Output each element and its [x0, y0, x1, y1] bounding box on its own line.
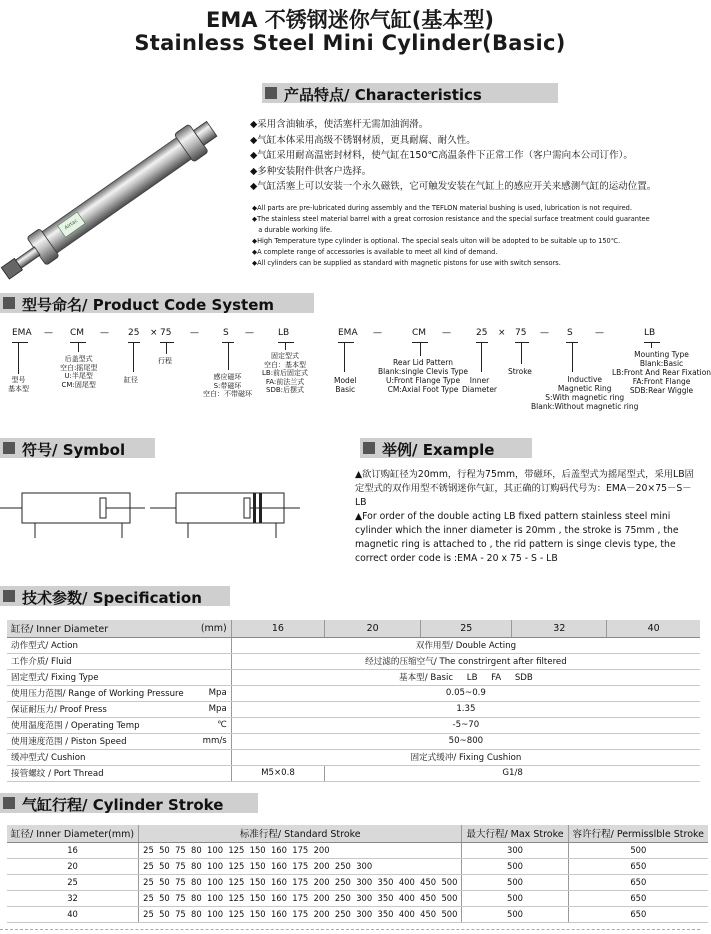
spec-unit [197, 653, 231, 669]
stroke-standard: 25 50 75 80 100 125 150 160 175 200 [139, 842, 462, 858]
code-lb: LB [644, 328, 656, 338]
table-row [7, 890, 708, 906]
characteristic-zh-item: ◆采用含油轴承，使活塞杆无需加油润滑。 [250, 119, 429, 130]
stroke-bore: 20 [7, 858, 139, 874]
code-x: × [498, 328, 506, 338]
code-rear-label-zh: 后盖型式 空白:摇尾型 U:半尾型 CM:固尾型 [60, 355, 98, 389]
spec-label: 缓冲型式/ Cushion [7, 749, 197, 765]
stroke-bore: 32 [7, 890, 139, 906]
spec-value: 1.35 [231, 701, 700, 717]
code-dash: — [245, 328, 254, 338]
code-magnet-label-zh: 感应磁环 S:带磁环 空白：不带磁环 [203, 373, 252, 398]
code-dash: — [595, 328, 604, 338]
stroke-header-cell: 标准行程/ Standard Stroke [139, 825, 462, 842]
spec-unit: Mpa [197, 685, 231, 701]
stroke-max: 500 [462, 906, 568, 922]
example-chinese: ▲欲订购缸径为20mm，行程为75mm，带磁环，后盖型式为摇尾型式，采用LB固定型式的双作用型不锈钢迷你气缸，其正确的订购码代号为：EMA－20×75－S－LB [355, 469, 694, 508]
section-square-icon [265, 87, 277, 99]
stroke-permissible: 650 [568, 890, 708, 906]
code-lb: LB [278, 328, 290, 338]
code-dash: — [373, 328, 382, 338]
stroke-header-cell: 最大行程/ Max Stroke [462, 825, 568, 842]
section-title: 产品特点/ Characteristics [284, 86, 482, 104]
code-dash: — [442, 328, 451, 338]
section-square-icon [3, 797, 15, 809]
code-x: × [150, 328, 158, 338]
code-stroke-label-en: Stroke [508, 367, 532, 376]
stroke-permissible: 650 [568, 906, 708, 922]
stroke-standard: 25 50 75 80 100 125 150 160 175 200 250 300 350 400 450 500 [139, 906, 462, 922]
product-logo: Airtac [63, 217, 80, 232]
spec-header-cell: (mm) [197, 620, 231, 637]
code-rear-label-en: Rear Lid Pattern Blank:single Clevis Type U:Front Flange Type CM:Axial Foot Type [378, 358, 469, 394]
spec-header-row [7, 620, 700, 637]
code-mount-label-en: Mounting Type Blank:Basic LB:Front And Rear Fixation FA:Front Flange SDB:Rear Wiggle [612, 350, 711, 395]
characteristic-en-item: ◆A complete range of accessories is available to meet all kind of demand. [252, 248, 498, 256]
stroke-header-row [7, 825, 708, 842]
spec-label: 动作型式/ Action [7, 637, 197, 653]
spec-label: 使用压力范围/ Range of Working Pressure [7, 685, 197, 701]
example-english: ▲For order of the double acting LB fixed pattern stainless steel mini cylinder which the inner diameter is 20mm , the stroke is 75mm , the magnetic ring is attached to , the rid pattern is singe clevis type, the correct order code is :EMA - 20 x 75 - S - LB [355, 511, 679, 564]
characteristics-chinese-list [250, 117, 700, 195]
code-dash: — [540, 328, 549, 338]
characteristic-zh-item: ◆气缸活塞上可以安装一个永久磁铁，它可触发安装在气缸上的感应开关来感测气缸的运动位置。 [250, 181, 657, 192]
table-row [7, 858, 708, 874]
code-stroke: 75 [160, 328, 172, 338]
code-dash: — [44, 328, 53, 338]
table-row [7, 842, 708, 858]
table-row [7, 717, 700, 733]
spec-value: M5×0.8 [231, 765, 324, 781]
code-model-label-zh: 型号 基本型 [8, 376, 29, 393]
table-row [7, 765, 700, 781]
code-bore: 25 [128, 328, 140, 338]
spec-value: 双作用型/ Double Acting [231, 637, 700, 653]
spec-label: 接管螺纹 / Port Thread [7, 765, 197, 781]
spec-label: 使用速度范围 / Piston Speed [7, 733, 197, 749]
table-row [7, 733, 700, 749]
spec-unit: mm/s [197, 733, 231, 749]
spec-header-cell: 32 [512, 620, 607, 637]
spec-unit: ℃ [197, 717, 231, 733]
code-dash: — [100, 328, 109, 338]
stroke-max: 500 [462, 874, 568, 890]
stroke-permissible: 500 [568, 842, 708, 858]
table-row [7, 874, 708, 890]
characteristic-en-item: ◆All cylinders can be supplied as standard with magnetic pistons for use with switch sensors. [252, 259, 561, 267]
title-english: Stainless Steel Mini Cylinder(Basic) [134, 31, 566, 55]
stroke-header-cell: 缸径/ Inner Diameter(mm) [7, 825, 139, 842]
title-chinese: EMA 不锈钢迷你气缸(基本型) [205, 8, 494, 32]
code-bore: 25 [476, 328, 488, 338]
specification-table [7, 620, 700, 782]
table-row [7, 653, 700, 669]
code-ema: EMA [12, 328, 32, 338]
spec-header-cell: 40 [607, 620, 700, 637]
section-title: 符号/ Symbol [22, 441, 126, 459]
spec-unit [197, 637, 231, 653]
code-bore-label-en: Inner Diameter [462, 376, 498, 394]
code-magnet-label-en: Inductive Magnetic Ring S:With magnetic ring Blank:Without magnetic ring [531, 375, 639, 411]
characteristic-en-item: a durable working life. [252, 226, 333, 234]
characteristic-en-item: ◆The stainless steel material barrel with a great corrosion resistance and the special surface treatment could guarantee [252, 215, 650, 223]
cylinder-product-image [0, 108, 240, 278]
section-characteristics [262, 83, 558, 103]
spec-value: 0.05~0.9 [231, 685, 700, 701]
code-cm: CM [412, 328, 427, 338]
spec-value: 50~800 [231, 733, 700, 749]
code-stroke: 75 [515, 328, 527, 338]
code-dash: — [190, 328, 199, 338]
spec-label: 工作介质/ Fluid [7, 653, 197, 669]
stroke-max: 500 [462, 858, 568, 874]
stroke-permissible: 650 [568, 874, 708, 890]
code-ema: EMA [338, 328, 358, 338]
spec-value: G1/8 [325, 765, 700, 781]
spec-label: 保证耐压力/ Proof Press [7, 701, 197, 717]
table-row [7, 669, 700, 685]
table-row [7, 701, 700, 717]
spec-header-cell: 缸径/ Inner Diameter [7, 620, 197, 637]
table-row [7, 749, 700, 765]
table-row [7, 906, 708, 922]
spec-header-cell: 16 [231, 620, 324, 637]
table-row [7, 685, 700, 701]
stroke-standard: 25 50 75 80 100 125 150 160 175 200 250 300 350 400 450 500 [139, 890, 462, 906]
stroke-bore: 25 [7, 874, 139, 890]
code-cm: CM [70, 328, 85, 338]
characteristic-zh-item: ◆气缸采用耐高温密封材料，使气缸在150℃高温条件下正常工作（客户需向本公司订作）。 [250, 150, 633, 161]
stroke-standard: 25 50 75 80 100 125 150 160 175 200 250 300 [139, 858, 462, 874]
stroke-permissible: 650 [568, 858, 708, 874]
code-s: S [223, 328, 229, 338]
stroke-bore: 40 [7, 906, 139, 922]
spec-header-cell: 25 [421, 620, 512, 637]
cylinder-symbol-diagram [0, 470, 330, 560]
code-mount-label-zh: 固定型式 空白：基本型 LB:前后固定式 FA:前法兰式 SDB:后摆式 [262, 352, 309, 394]
section-cylinder-stroke [0, 793, 258, 813]
section-specification [0, 586, 230, 606]
stroke-max: 500 [462, 890, 568, 906]
spec-label: 使用温度范围 / Operating Temp [7, 717, 197, 733]
stroke-max: 300 [462, 842, 568, 858]
stroke-standard: 25 50 75 80 100 125 150 160 175 200 250 300 350 400 450 500 [139, 874, 462, 890]
section-title: 举例/ Example [382, 441, 495, 459]
section-product-code [0, 293, 314, 313]
spec-unit: Mpa [197, 701, 231, 717]
stroke-header-cell: 容许行程/ Permisslble Stroke [568, 825, 708, 842]
characteristic-zh-item: ◆气缸本体采用高级不锈钢材质，更具耐腐、耐久性。 [250, 134, 476, 146]
section-example [360, 438, 532, 458]
spec-label: 固定型式/ Fixing Type [7, 669, 197, 685]
characteristic-en-item: ◆High Temperature type cylinder is optional. The special seals uiton will be adopted to be suitable up to 150℃. [252, 237, 621, 245]
spec-unit [197, 669, 231, 685]
characteristic-zh-item: ◆多种安装附件供客户选择。 [250, 165, 372, 177]
section-square-icon [3, 590, 15, 602]
stroke-bore: 16 [7, 842, 139, 858]
cylinder-stroke-table [7, 825, 708, 923]
spec-value: 固定式缓冲/ Fixing Cushion [231, 749, 700, 765]
spec-unit [197, 749, 231, 765]
page-bottom-divider [0, 929, 700, 930]
table-row [7, 637, 700, 653]
spec-value: -5~70 [231, 717, 700, 733]
code-model-label-en: Model Basic [334, 376, 357, 394]
characteristic-en-item: ◆All parts are pre-lubricated during assembly and the TEFLON material bushing is used, lubrication is not required. [252, 204, 632, 212]
section-square-icon [3, 297, 15, 309]
section-title: 技术参数/ Specification [22, 589, 202, 607]
characteristics-english-list [252, 203, 700, 269]
section-square-icon [3, 442, 15, 454]
spec-header-cell: 20 [325, 620, 421, 637]
code-stroke-label-zh: 行程 [158, 357, 172, 365]
section-title: 型号命名/ Product Code System [22, 296, 275, 314]
spec-value: 经过滤的压缩空气/ The constrirgent after filtered [231, 653, 700, 669]
spec-value: 基本型/ Basic LB FA SDB [231, 669, 700, 685]
section-title: 气缸行程/ Cylinder Stroke [22, 796, 224, 814]
code-bore-label-zh: 缸径 [124, 376, 138, 384]
example-text [355, 468, 700, 566]
code-s: S [567, 328, 573, 338]
section-square-icon [363, 442, 375, 454]
section-symbol [0, 438, 155, 458]
